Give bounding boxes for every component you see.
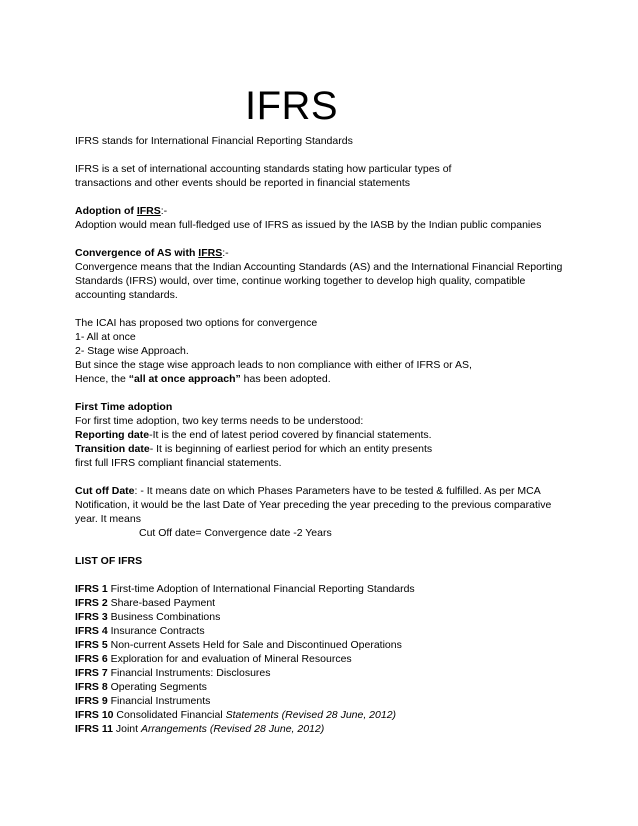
cutoff-line-2: Notification, it would be the last Date of Year preceding the year preceding to the previous comparative xyxy=(75,499,552,511)
ifrs-code: IFRS 2 xyxy=(75,597,108,609)
ifrs-code: IFRS 6 xyxy=(75,653,108,665)
ifrs-list-item xyxy=(75,610,575,624)
ifrs-name: Business Combinations xyxy=(107,611,221,623)
ifrs-code: IFRS 9 xyxy=(75,695,108,707)
ifrs-name: Insurance Contracts xyxy=(107,625,205,637)
ifrs-code: IFRS 3 xyxy=(75,611,108,623)
ifrs-list-item xyxy=(75,722,575,736)
ifrs-list xyxy=(75,582,575,736)
ifrs-name: Financial Instruments xyxy=(107,695,211,707)
transition-date-line: Transition date- It is beginning of earliest period for which an entity presents xyxy=(75,443,433,455)
ifrs-name: Consolidated Financial xyxy=(113,709,226,721)
convergence-line-2: Standards (IFRS) would, over time, continue working together to develop high quality, compatible xyxy=(75,275,526,287)
options-line-2: 1- All at once xyxy=(75,331,136,343)
options-line-4: But since the stage wise approach leads to non compliance with either of IFRS or AS, xyxy=(75,359,472,371)
ifrs-code: IFRS 10 xyxy=(75,709,114,721)
ifrs-code: IFRS 5 xyxy=(75,639,108,651)
adoption-heading: Adoption of IFRS:- xyxy=(75,205,168,217)
ifrs-list-item xyxy=(75,596,575,610)
ifrs-code: IFRS 8 xyxy=(75,681,108,693)
document-body xyxy=(75,134,575,736)
reporting-date-line: Reporting date-It is the end of latest period covered by financial statements. xyxy=(75,429,432,441)
options-line-1: The ICAI has proposed two options for convergence xyxy=(75,317,318,329)
ifrs-code: IFRS 1 xyxy=(75,583,108,595)
convergence-line-3: accounting standards. xyxy=(75,289,178,301)
convergence-heading: Convergence of AS with IFRS:- xyxy=(75,247,229,259)
cutoff-formula: Cut Off date= Convergence date -2 Years xyxy=(139,527,332,539)
ifrs-code: IFRS 11 xyxy=(75,723,113,735)
ifrs-name: Share-based Payment xyxy=(107,597,216,609)
document-title: IFRS xyxy=(245,84,339,128)
cutoff-line-1: Cut off Date: - It means date on which Phases Parameters have to be tested & fulfilled. As per MCA xyxy=(75,485,541,497)
ifrs-name: First-time Adoption of International Financial Reporting Standards xyxy=(107,583,415,595)
ifrs-list-item xyxy=(75,708,575,722)
ifrs-list-item xyxy=(75,680,575,694)
ifrs-name: Exploration for and evaluation of Mineral Resources xyxy=(107,653,352,665)
cutoff-line-3: year. It means xyxy=(75,513,141,525)
first-time-line-4: first full IFRS compliant financial statements. xyxy=(75,457,282,469)
ifrs-list-item xyxy=(75,638,575,652)
ifrs-name: Non-current Assets Held for Sale and Discontinued Operations xyxy=(107,639,402,651)
ifrs-name: Joint xyxy=(112,723,141,735)
ifrs-name: Financial Instruments: Disclosures xyxy=(107,667,271,679)
options-line-3: 2- Stage wise Approach. xyxy=(75,345,189,357)
definition-line-2: transactions and other events should be reported in financial statements xyxy=(75,177,411,189)
ifrs-name: Operating Segments xyxy=(107,681,207,693)
ifrs-code: IFRS 7 xyxy=(75,667,108,679)
ifrs-list-item xyxy=(75,582,575,596)
ifrs-list-item xyxy=(75,624,575,638)
ifrs-name-italic: Arrangements (Revised 28 June, 2012) xyxy=(140,723,325,735)
ifrs-list-item xyxy=(75,694,575,708)
definition-line-1: IFRS is a set of international accounting standards stating how particular types of xyxy=(75,163,452,175)
first-time-line-1: For first time adoption, two key terms needs to be understood: xyxy=(75,415,364,427)
ifrs-name-italic: Statements (Revised 28 June, 2012) xyxy=(225,709,397,721)
ifrs-code: IFRS 4 xyxy=(75,625,108,637)
convergence-line-1: Convergence means that the Indian Accounting Standards (AS) and the International Financial Reporting xyxy=(75,261,563,273)
ifrs-list-item xyxy=(75,652,575,666)
first-time-heading: First Time adoption xyxy=(75,401,173,413)
ifrs-list-item xyxy=(75,666,575,680)
intro-text: IFRS stands for International Financial Reporting Standards xyxy=(75,135,353,147)
list-heading: LIST OF IFRS xyxy=(75,555,143,567)
adoption-text: Adoption would mean full-fledged use of IFRS as issued by the IASB by the Indian public companies xyxy=(75,219,542,231)
options-line-5: Hence, the “all at once approach” has been adopted. xyxy=(75,373,331,385)
